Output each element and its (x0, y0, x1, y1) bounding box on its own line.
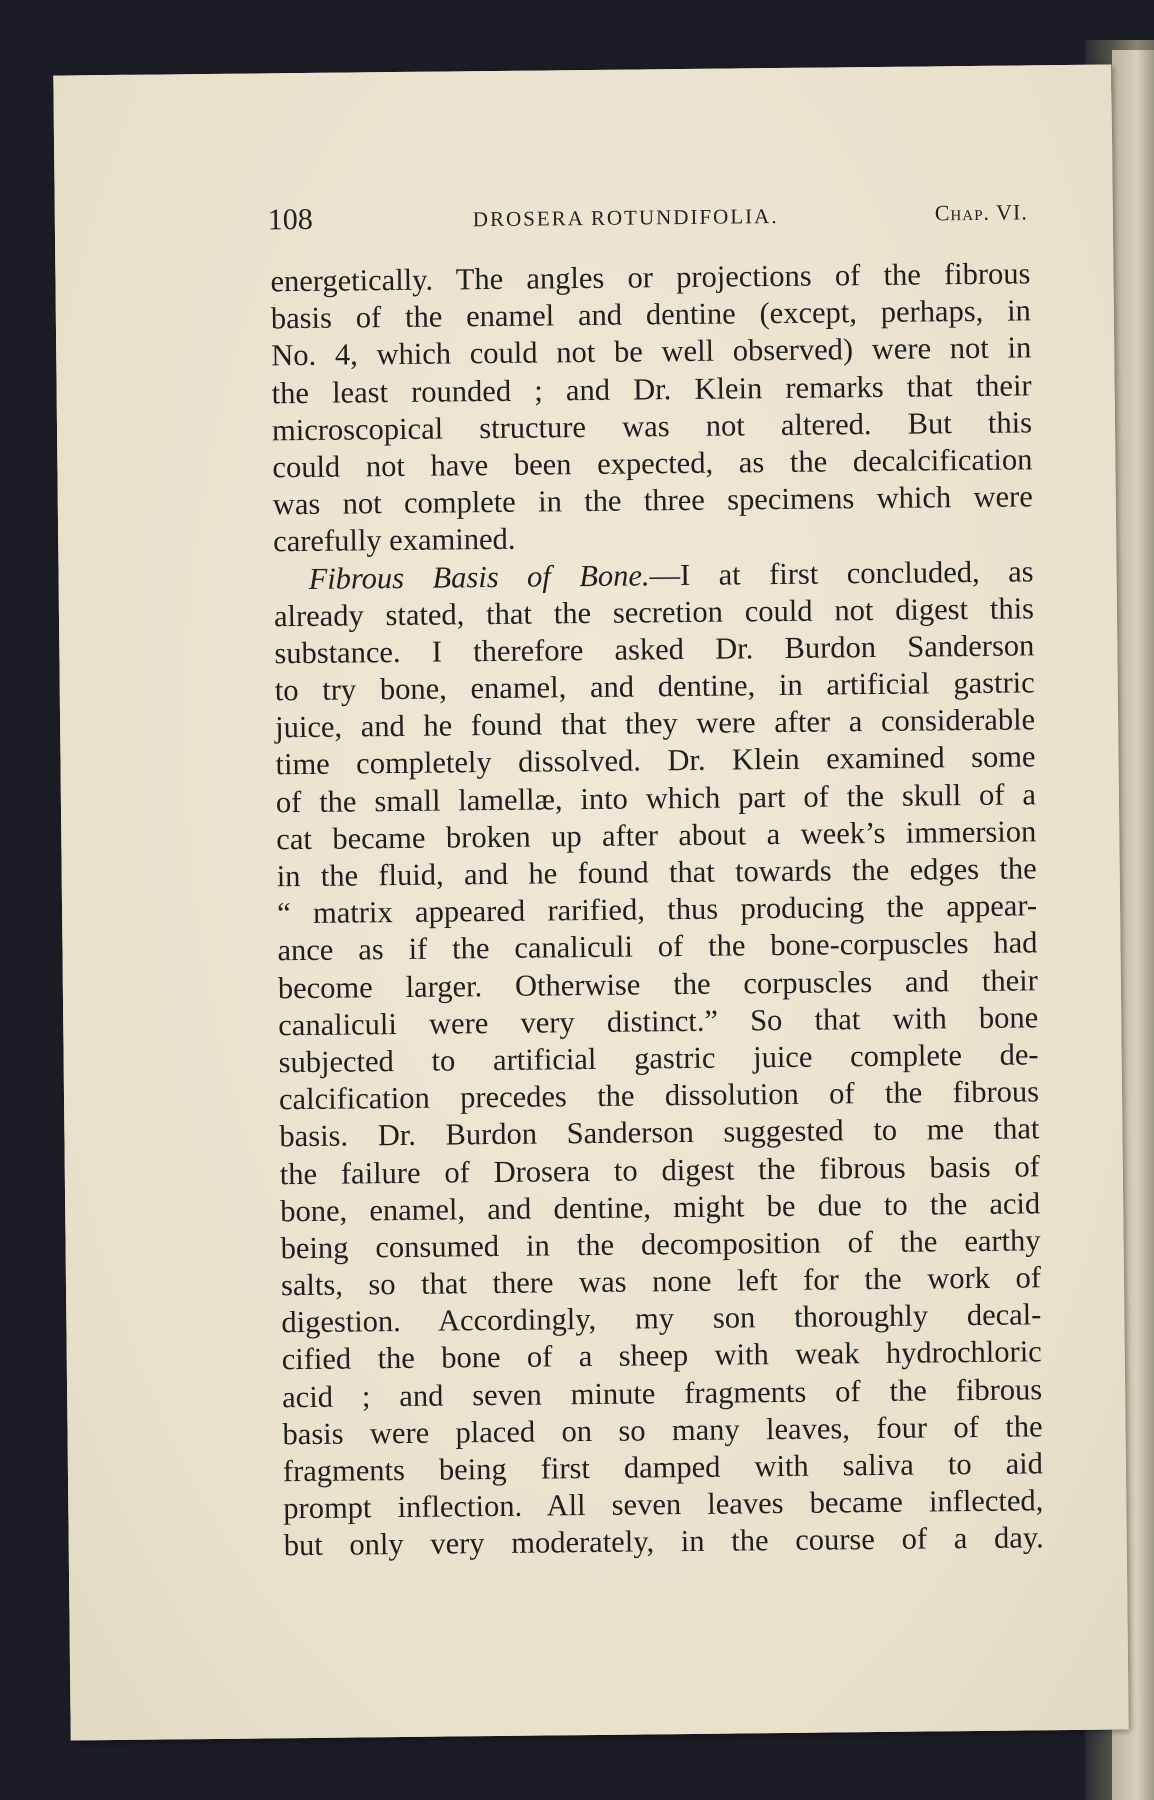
text-line: basis were placed on so many leaves, four of the (282, 1409, 1043, 1452)
text-line: time completely dissolved. Dr. Klein examined some (275, 739, 1036, 782)
text-line: acid ; and seven minute fragments of the fibrous (281, 1371, 1043, 1414)
text-line: but only very moderately, in the course of a day. (283, 1520, 1044, 1563)
text-line: being consumed in the decomposition of the earthy (280, 1223, 1041, 1266)
text-line: could not have been expected, as the decalcification (272, 442, 1033, 485)
text-line: calcification precedes the dissolution of the fibrous (278, 1074, 1040, 1117)
text-line: was not complete in the three specimens which were (272, 479, 1033, 522)
text-line: fragments being first damped with saliva to aid (282, 1446, 1044, 1489)
text-line: “ matrix appeared rarified, thus producing the appear- (276, 888, 1038, 931)
text-line: salts, so that there was none left for the work of (280, 1260, 1042, 1303)
text-line: cified the bone of a sheep with weak hydrochloric (281, 1334, 1042, 1377)
text-line: in the fluid, and he found that towards the edges the (276, 851, 1037, 894)
text-line: ance as if the canaliculi of the bone-corpuscles had (277, 925, 1038, 968)
chapter-label: Chap. VI. (934, 199, 1028, 226)
section-heading: Fibrous Basis of Bone. (308, 557, 650, 596)
text-line: microscopical structure was not altered. But this (271, 405, 1033, 448)
text-line: the least rounded ; and Dr. Klein remarks that their (271, 367, 1032, 410)
text-line: energetically. The angles or projections of the fibrous (270, 256, 1031, 299)
text-line: basis. Dr. Burdon Sanderson suggested to me that (279, 1111, 1040, 1154)
text-line: canaliculi were very distinct.” So that with bone (278, 1000, 1039, 1043)
text-line: of the small lamellæ, into which part of the skull of a (275, 776, 1037, 819)
page-number: 108 (267, 202, 314, 237)
book-page (53, 65, 1128, 1741)
text-line: subjected to artificial gastric juice complete de- (278, 1037, 1039, 1080)
text-line: prompt inflection. All seven leaves became inflected, (283, 1483, 1044, 1526)
text-line: cat became broken up after about a week’s immersion (276, 814, 1037, 857)
text-line: digestion. Accordingly, my son thoroughly decal- (281, 1297, 1042, 1340)
text-line: substance. I therefore asked Dr. Burdon Sanderson (274, 628, 1035, 671)
text-line: —I at first concluded, as (649, 553, 1034, 592)
text-line: bone, enamel, and dentine, might be due to the acid (280, 1186, 1041, 1228)
text-line: to try bone, enamel, and dentine, in artificial gastric (274, 665, 1035, 708)
text-line: already stated, that the secretion could not digest this (273, 591, 1035, 633)
text-line: carefully examined. (273, 522, 516, 559)
text-line: the failure of Drosera to digest the fibrous basis of (279, 1148, 1040, 1191)
running-head (268, 195, 1028, 243)
text-line: juice, and he found that they were after a considerable (274, 702, 1036, 745)
text-line: basis of the enamel and dentine (except, perhaps, in (270, 293, 1032, 336)
text-line: become larger. Otherwise the corpuscles and their (277, 962, 1039, 1005)
running-title: DROSERA ROTUNDIFOLIA. (472, 203, 779, 232)
body-text (270, 255, 1044, 1564)
text-line: No. 4, which could not be well observed) were not in (271, 330, 1032, 373)
